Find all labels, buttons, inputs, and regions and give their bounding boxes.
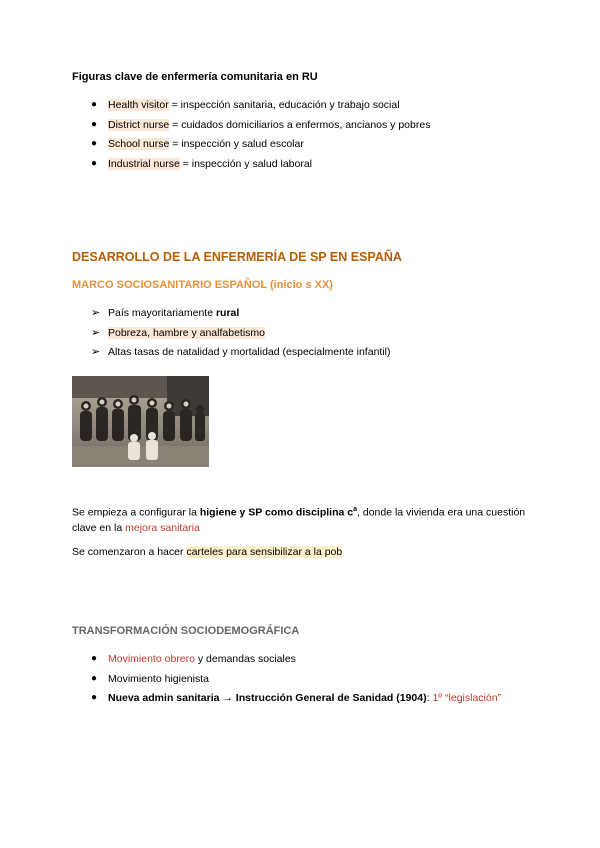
para-text: Se empieza a configurar la: [72, 506, 200, 519]
ru-nurse-list: [72, 98, 430, 176]
spain-section-title: DESARROLLO DE LA ENFERMERÍA DE SP EN ESPAÑA: [72, 250, 402, 264]
list-item: [72, 652, 501, 672]
para-text: , donde la vivienda era una cuestión clave en la: [72, 506, 526, 534]
term: Health visitor: [108, 99, 169, 111]
list-item: [72, 137, 430, 157]
term-desc: = cuidados domiciliarios a enfermos, ancianos y pobres: [169, 118, 431, 131]
term: School nurse: [108, 138, 170, 150]
arrow-bullet-icon: ➢: [91, 346, 101, 358]
spain-context-list: [72, 306, 391, 365]
list-item: [72, 157, 430, 177]
arrow-bullet-icon: ➢: [91, 307, 101, 319]
item-red: 1º “legislación”: [432, 692, 502, 704]
item-text: :: [426, 692, 433, 704]
para-highlight: carteles para sensibilizar a la pob: [186, 546, 343, 558]
paragraph-posters: [72, 545, 532, 560]
list-item: [72, 691, 501, 711]
historical-group-photo-icon: [72, 376, 209, 467]
item-text: Altas tasas de natalidad y mortalidad (especialmente infantil): [108, 346, 391, 358]
list-item: [72, 306, 391, 326]
term-desc: = inspección y salud laboral: [179, 157, 313, 170]
transform-section-title: TRANSFORMACIÓN SOCIODEMOGRÁFICA: [72, 625, 300, 637]
para-text: Se comenzaron a hacer: [72, 546, 187, 558]
item-text: Pobreza, hambre y analfabetismo: [108, 326, 266, 339]
para-red: mejora sanitaria: [125, 521, 200, 534]
item-red: Movimiento obrero: [108, 653, 195, 665]
item-text: Movimiento higienista: [108, 672, 209, 685]
item-text: y demandas sociales: [194, 653, 296, 665]
bullet-dot-icon: ●: [91, 653, 98, 664]
term-desc: = inspección y salud escolar: [169, 138, 304, 150]
ru-section-title: Figuras clave de enfermería comunitaria en RU: [72, 71, 318, 83]
historical-group-photo: [72, 376, 209, 467]
spain-section-subtitle: MARCO SOCIOSANITARIO ESPAÑOL (inicio s XX): [72, 279, 333, 291]
list-item: [72, 672, 501, 692]
list-item: [72, 345, 391, 365]
term: District nurse: [108, 118, 170, 131]
term: Industrial nurse: [108, 157, 180, 170]
item-bold: rural: [215, 307, 240, 319]
item-bold: Nueva admin sanitaria → Instrucción General de Sanidad (1904): [108, 692, 427, 704]
paragraph-hygiene: [72, 502, 542, 536]
list-item: [72, 326, 391, 346]
list-item: [72, 118, 430, 138]
term-desc: = inspección sanitaria, educación y trabajo social: [168, 99, 400, 111]
list-item: [72, 98, 430, 118]
para-superscript: a: [353, 506, 358, 513]
bullet-dot-icon: ●: [91, 692, 98, 703]
bullet-dot-icon: ●: [91, 672, 98, 684]
bullet-dot-icon: ●: [91, 138, 98, 149]
bullet-dot-icon: ●: [91, 99, 98, 110]
bullet-dot-icon: ●: [91, 118, 98, 130]
para-bold: higiene y SP como disciplina c: [199, 506, 354, 519]
arrow-bullet-icon: ➢: [91, 326, 101, 339]
item-text: País mayoritariamente: [108, 307, 216, 319]
transform-list: [72, 652, 501, 711]
bullet-dot-icon: ●: [91, 157, 98, 169]
